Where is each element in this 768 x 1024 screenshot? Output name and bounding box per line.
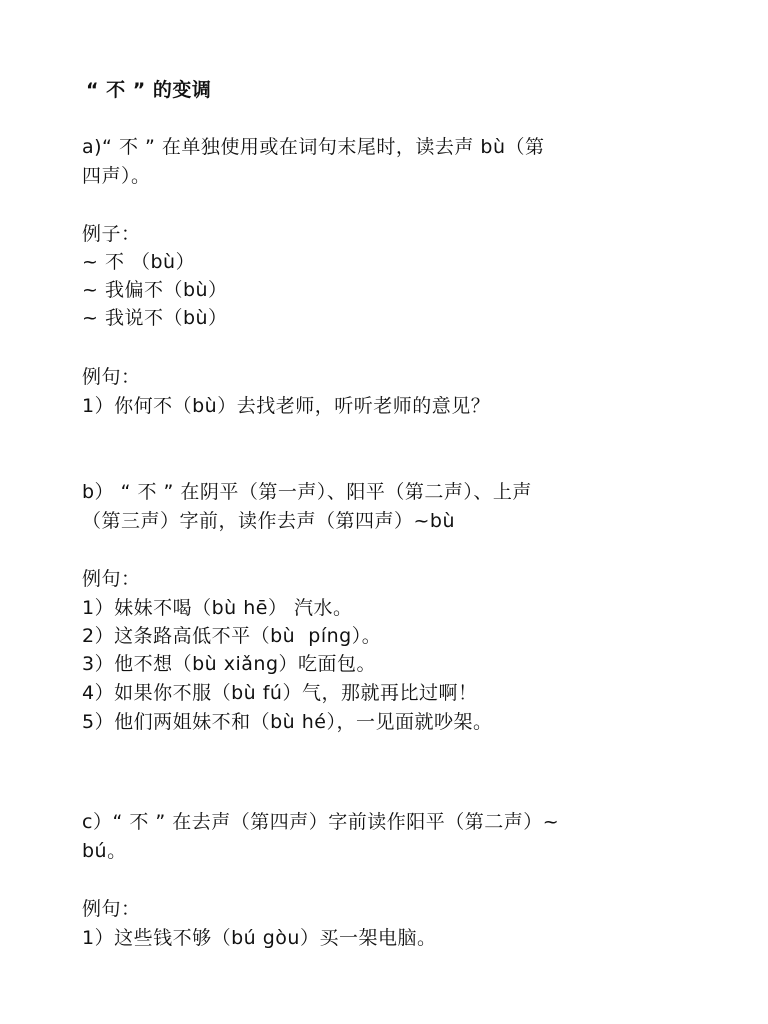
section-b-sentence: 4）如果你不服（bù fú）气，那就再比过啊！ xyxy=(82,682,478,704)
section-b-sentence: 5）他们两姐妹不和（bù hé），一见面就吵架。 xyxy=(82,711,493,733)
section-c-rule-line-2: bú。 xyxy=(82,840,127,862)
section-b-sentences-label: 例句： xyxy=(82,568,141,590)
section-b-sentence: 3）他不想（bù xiǎng）吃面包。 xyxy=(82,653,376,675)
section-a-rule-line-2: 四声）。 xyxy=(82,165,151,187)
section-a-sentence: 1）你何不（bù）去找老师，听听老师的意见？ xyxy=(82,395,491,417)
page-title: “ 不 ” 的变调 xyxy=(86,79,212,101)
section-c-sentences-label: 例句： xyxy=(82,898,141,920)
section-a-example: ~ 我说不（bù） xyxy=(82,307,228,329)
section-a-example: ~ 不 （bù） xyxy=(82,251,196,273)
section-b-rule-line-2: （第三声）字前，读作去声（第四声）~bù xyxy=(82,510,456,532)
section-c-sentence: 1）这些钱不够（bú gòu）买一架电脑。 xyxy=(82,927,437,949)
section-a-example: ~ 我偏不（bù） xyxy=(82,279,228,301)
section-a-rule-line-1: a)“ 不 ” 在单独使用或在词句末尾时，读去声 bù（第 xyxy=(82,136,545,158)
section-c-rule-line-1: c）“ 不 ” 在去声（第四声）字前读作阳平（第二声）~ xyxy=(82,811,560,833)
section-b-sentence: 1）妹妹不喝（bù hē） 汽水。 xyxy=(82,597,353,619)
section-a-sentences-label: 例句： xyxy=(82,366,141,388)
section-b-rule-line-1: b） “ 不 ” 在阴平（第一声）、阳平（第二声）、上声 xyxy=(82,481,532,503)
section-b-sentence: 2）这条路高低不平（bù píng）。 xyxy=(82,625,382,647)
section-a-examples-label: 例子： xyxy=(82,223,141,245)
